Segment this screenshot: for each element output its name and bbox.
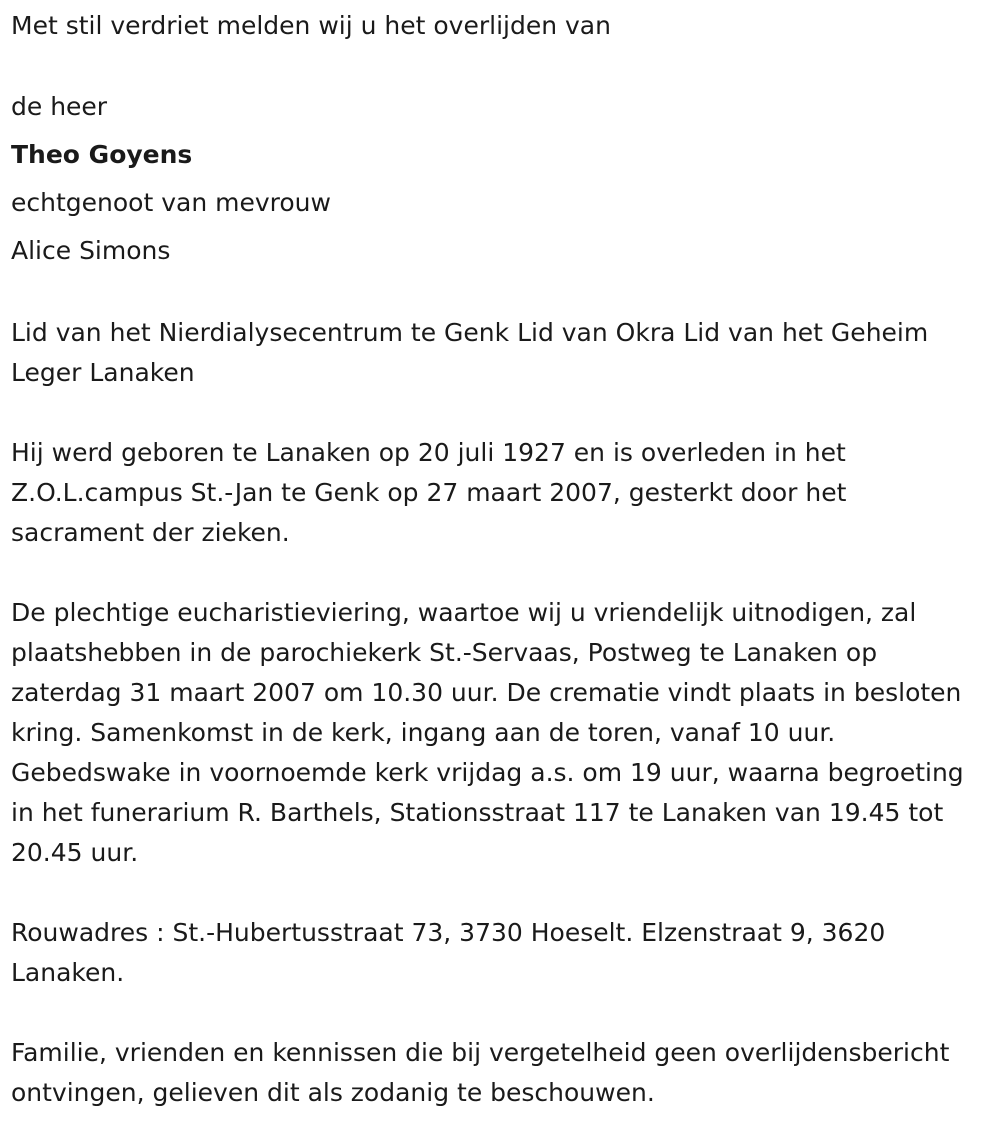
- spouse-intro: echtgenoot van mevrouw: [11, 188, 331, 217]
- ceremony-paragraph: De plechtige eucharistieviering, waartoe wij u vriendelijk uitnodigen, zal plaatshebben in de parochiekerk St.-Servaas, Postweg te Lanaken op zaterdag 31 maart 2007 om 10.30 uur. De crematie vindt plaats in besloten kring. Samenkomst in de kerk, ingang aan de toren, vanaf 10 uur. Gebedswake in voornoemde kerk vrijdag a.s. om 19 uur, waarna begroeting in het funerarium R. Barthels, Stationsstraat 117 te Lanaken van 19.45 tot 20.45 uur.: [11, 598, 964, 867]
- spacer: [11, 275, 986, 313]
- title-prefix: de heer: [11, 92, 108, 121]
- spacer: [11, 873, 986, 913]
- intro-text: Met stil verdriet melden wij u het overlijden van: [11, 11, 611, 40]
- spouse-name: Alice Simons: [11, 236, 171, 265]
- spacer: [11, 393, 986, 433]
- addresses-paragraph: Rouwadres : St.-Hubertusstraat 73, 3730 Hoeselt. Elzenstraat 9, 3620 Lanaken.: [11, 918, 886, 987]
- birth-death-paragraph: Hij werd geboren te Lanaken op 20 juli 1927 en is overleden in het Z.O.L.campus St.-Jan te Genk op 27 maart 2007, gesterkt door het sacrament der zieken.: [11, 438, 847, 547]
- spacer: [11, 553, 986, 593]
- deceased-name: Theo Goyens: [11, 140, 193, 169]
- spacer: [11, 50, 986, 83]
- obituary-notice: [11, 0, 986, 1113]
- closing-paragraph: Familie, vrienden en kennissen die bij vergetelheid geen overlijdensbericht ontvingen, gelieven dit als zodanig te beschouwen.: [11, 1038, 950, 1107]
- memberships-paragraph: Lid van het Nierdialysecentrum te Genk Lid van Okra Lid van het Geheim Leger Lanaken: [11, 318, 929, 387]
- spacer: [11, 993, 986, 1033]
